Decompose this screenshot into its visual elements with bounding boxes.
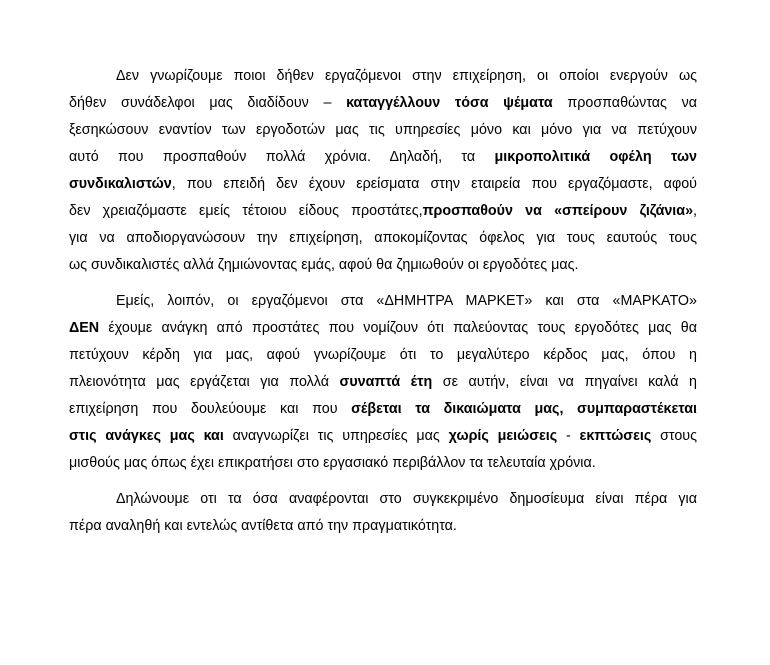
text-run: πέρα αναληθή και εντελώς αντίθετα από την πραγματικότητα. [69, 518, 457, 534]
text-run: ξεσηκώσουν εναντίον των εργοδοτών μας τις υπηρεσίες μόνο και μόνο για να πετύχουν [69, 122, 697, 138]
text-run: μισθούς μας όπως έχει επικρατήσει στο εργασιακό περιβάλλον τα τελευταία χρόνια. [69, 455, 596, 471]
text-run: Δηλώνουμε οτι τα όσα αναφέρονται στο συγκεκριμένο δημοσίευμα είναι πέρα για [116, 491, 697, 507]
text-run: ως συνδικαλιστές αλλά ζημιώνοντας εμάς, αφού θα ζημιωθούν οι εργοδότες μας. [69, 257, 579, 273]
text-run: σε αυτήν, είναι να πηγαίνει καλά η [432, 374, 697, 390]
text-line [69, 171, 697, 198]
bold-text-run: ΔΕΝ [69, 320, 100, 336]
text-run: Δεν γνωρίζουμε ποιοι δήθεν εργαζόμενοι στην επιχείρηση, οι οποίοι ενεργούν ως [116, 68, 697, 84]
text-line [69, 63, 697, 90]
text-line [69, 486, 697, 513]
text-run: Εμείς, λοιπόν, οι εργαζόμενοι στα «ΔΗΜΗΤΡΑ ΜΑΡΚΕΤ» και στα «ΜΑΡΚΑΤΟ» [116, 293, 697, 309]
paragraph-3 [69, 486, 697, 540]
bold-text-run: προσπαθούν να «σπείρουν ζιζάνια» [422, 203, 694, 219]
text-run: επιχείρηση που δουλεύουμε και που [69, 401, 352, 417]
text-line [69, 396, 697, 423]
paragraph-1 [69, 63, 697, 279]
bold-text-run: εκπτώσεις [579, 428, 652, 444]
text-line [69, 315, 697, 342]
bold-text-run: συναπτά έτη [339, 374, 433, 390]
text-run: - [557, 428, 580, 444]
text-run: δήθεν συνάδελφοι μας διαδίδουν – [69, 95, 347, 111]
text-run: προσπαθώντας να [552, 95, 697, 111]
text-run: , που επειδή δεν έχουν ερείσματα στην εταιρεία που εργαζόμαστε, αφού [171, 176, 697, 192]
text-line [69, 117, 697, 144]
bold-text-run: συνδικαλιστών [69, 176, 172, 192]
paragraph-2 [69, 288, 697, 477]
text-run: , [693, 203, 698, 219]
text-line [69, 450, 697, 477]
text-line [69, 198, 697, 225]
text-line [69, 369, 697, 396]
text-line [69, 513, 697, 540]
text-line [69, 90, 697, 117]
text-run: πλειονότητα μας εργάζεται για πολλά [69, 374, 340, 390]
text-line [69, 342, 697, 369]
text-run: για να αποδιοργανώσουν την επιχείρηση, αποκομίζοντας όφελος για τους εαυτούς τους [69, 230, 697, 246]
bold-text-run: μικροπολιτικά οφέλη των [494, 149, 698, 165]
text-line [69, 288, 697, 315]
document-page [69, 63, 697, 549]
bold-text-run: στις ανάγκες μας και [69, 428, 224, 444]
text-line [69, 423, 697, 450]
text-line [69, 252, 697, 279]
text-run: έχουμε ανάγκη από προστάτες που νομίζουν ότι παλεύοντας τους εργοδότες μας θα [99, 320, 697, 336]
text-line [69, 144, 697, 171]
bold-text-run: χωρίς μειώσεις [448, 428, 558, 444]
text-line [69, 225, 697, 252]
text-run: δεν χρειαζόμαστε εμείς τέτοιου είδους προστάτες, [69, 203, 423, 219]
text-run: στους [651, 428, 697, 444]
text-run: αυτό που προσπαθούν πολλά χρόνια. Δηλαδή, τα [69, 149, 495, 165]
text-run: αναγνωρίζει τις υπηρεσίες μας [223, 428, 449, 444]
bold-text-run: σέβεται τα δικαιώματα μας, συμπαραστέκεται [351, 401, 697, 417]
text-run: πετύχουν κέρδη για μας, αφού γνωρίζουμε ότι το μεγαλύτερο κέρδος μας, όπου η [69, 347, 697, 363]
bold-text-run: καταγγέλλουν τόσα ψέματα [346, 95, 553, 111]
